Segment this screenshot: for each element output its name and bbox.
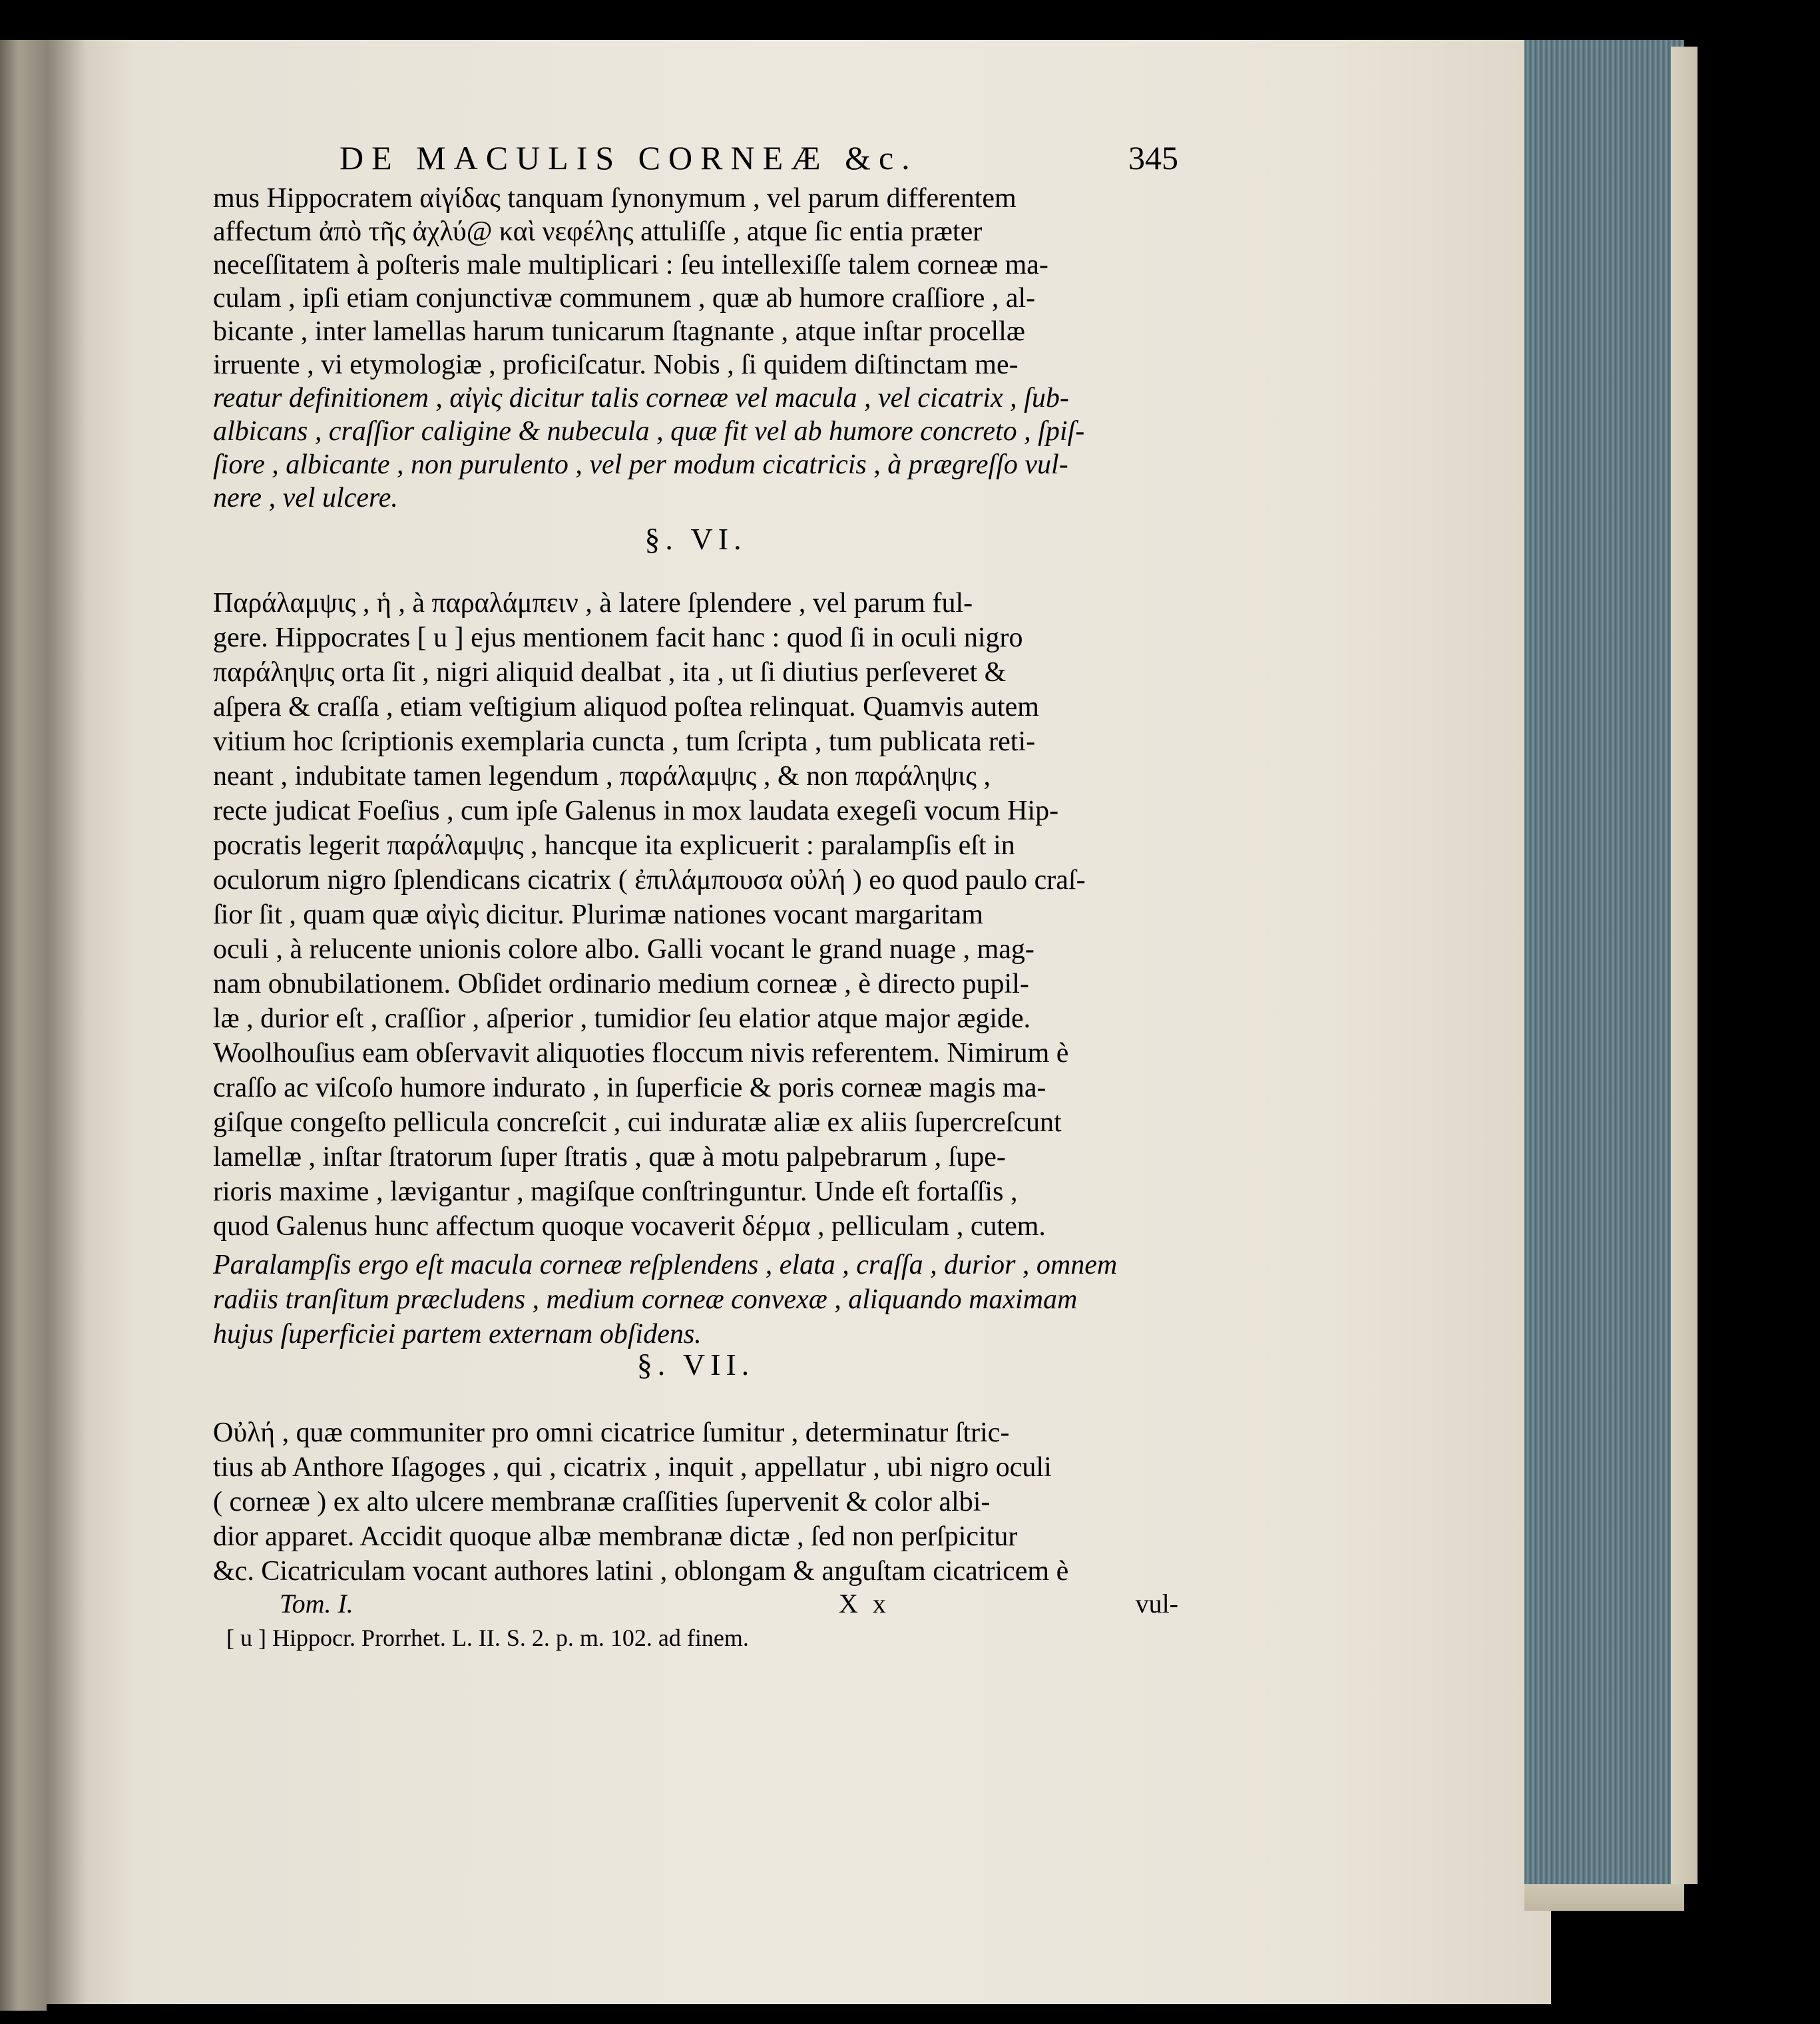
signature-mark: X x [839,1589,890,1619]
section-heading-vii: §. VII. [636,1348,755,1382]
text-line: nere , vel ulcere. [213,483,398,513]
text-line: neceſſitatem à poſteris male multiplicari : ſeu intellexiſſe talem corneæ ma- [213,250,1048,280]
section-heading-vi: §. VI. [644,522,747,556]
text-line: Παράλαμψις , ἡ , à παραλάμπειν , à latere ſplendere , vel parum ful- [213,588,973,619]
text-line: craſſo ac viſcoſo humore indurato , in ſuperficie & poris corneæ magis ma- [213,1073,1046,1103]
facing-page-edge [0,40,47,2011]
definition-line: radiis tranſitum præcludens , medium corneæ convexæ , aliquando maximam [213,1284,1078,1315]
text-line: affectum ἀπὸ τῆς ἀχλύ@ καὶ νεφέλης attuliſſe , atque ſic entia præter [213,216,983,247]
text-line: Woolhouſius eam obſervavit aliquoties floccum nivis referentem. Nimirum è [213,1038,1069,1069]
text-line: irruente , vi etymologiæ , proficiſcatur. Nobis , ſi quidem diſtinctam me- [213,350,1019,380]
text-line: rioris maxime , lævigantur , magiſque conſtringuntur. Unde eſt fortaſſis , [213,1176,1018,1207]
text-line: reatur definitionem , αἰγὶς dicitur talis corneæ vel macula , vel cicatrix , ſub- [213,383,1069,413]
text-line: Οὐλή , quæ communiter pro omni cicatrice ſumitur , determinatur ſtric- [213,1417,1010,1448]
text-line: mus Hippocratem αἰγίδας tanquam ſynonymum , vel parum differentem [213,183,1017,214]
running-head [340,138,1178,185]
text-line: oculi , à relucente unionis colore albo. Galli vocant le grand nuage , mag- [213,934,1034,965]
footnote: [ u ] Hippocr. Prorrhet. L. II. S. 2. p. m. 102. ad finem. [226,1625,749,1651]
text-line: culam , ipſi etiam conjunctivæ communem , quæ ab humore craſſiore , al- [213,283,1036,314]
text-line: bicante , inter lamellas harum tunicarum ſtagnante , atque inſtar procellæ [213,316,1025,347]
text-line: quod Galenus hunc affectum quoque vocaverit δέρμα , pelliculam , cutem. [213,1211,1046,1242]
page-number: 345 [1128,139,1178,176]
text-line: recte judicat Foeſius , cum ipſe Galenus in mox laudata exegeſi vocum Hip- [213,796,1059,826]
text-line: læ , durior eſt , craſſior , aſperior , tumidior ſeu elatior atque major ægide. [213,1003,1031,1034]
book-cover-edge [1671,47,1698,1884]
text-line: &c. Cicatriculam vocant authores latini , oblongam & anguſtam cicatricem è [213,1556,1069,1587]
text-line: lamellæ , inſtar ſtratorum ſuper ſtratis , quæ à motu palpebrarum , ſupe- [213,1142,1006,1172]
running-title: DE MACULIS CORNEÆ &c. [340,139,918,176]
text-line: pocratis legerit παράλαμψις , hancque ita explicuerit : paralampſis eſt in [213,830,1015,861]
page-block-bottom [1524,1884,1684,1911]
text-line: ( corneæ ) ex alto ulcere membranæ craſſities ſupervenit & color albi- [213,1487,991,1517]
page-block-edges [1524,40,1684,1911]
text-line: oculorum nigro ſplendicans cicatrix ( ἐπιλάμπουσα οὐλή ) eo quod paulo craſ- [213,865,1086,895]
definition-line: hujus ſuperficiei partem externam obſidens. [213,1319,702,1350]
signature-line [213,1587,1178,1621]
catchword: vul- [1135,1589,1178,1619]
text-line: vitium hoc ſcriptionis exemplaria cuncta , tum ſcripta , tum publicata reti- [213,726,1036,757]
gutter-shadow [47,40,87,2004]
text-line: tius ab Anthore Iſagoges , qui , cicatrix , inquit , appellatur , ubi nigro oculi [213,1452,1052,1483]
text-line: aſpera & craſſa , etiam veſtigium aliquod poſtea relinquat. Quamvis autem [213,692,1039,722]
text-line: παράληψις orta ſit , nigri aliquid dealbat , ita , ut ſi diutius perſeveret & [213,657,1007,688]
text-line: nam obnubilationem. Obſidet ordinario medium corneæ , è directo pupil- [213,969,1029,999]
text-line: albicans , craſſior caligine & nubecula , quæ fit vel ab humore concreto , ſpiſ- [213,416,1085,447]
text-line: ſiore , albicante , non purulento , vel per modum cicatricis , à prægreſſo vul- [213,449,1068,480]
text-line: dior apparet. Accidit quoque albæ membranæ dictæ , ſed non perſpicitur [213,1521,1018,1552]
text-line: neant , indubitate tamen legendum , παράλαμψις , & non παράληψις , [213,761,991,792]
volume-mark: Tom. I. [280,1589,353,1619]
definition-line: Paralampſis ergo eſt macula corneæ reſplendens , elata , craſſa , durior , omnem [213,1250,1118,1280]
text-line: ſior ſit , quam quæ αἰγὶς dicitur. Plurimæ nationes vocant margaritam [213,899,983,930]
text-line: gere. Hippocrates [ u ] ejus mentionem facit hanc : quod ſi in oculi nigro [213,623,1023,653]
text-line: giſque congeſto pellicula concreſcit , cui induratæ aliæ ex aliis ſupercreſcunt [213,1107,1062,1138]
